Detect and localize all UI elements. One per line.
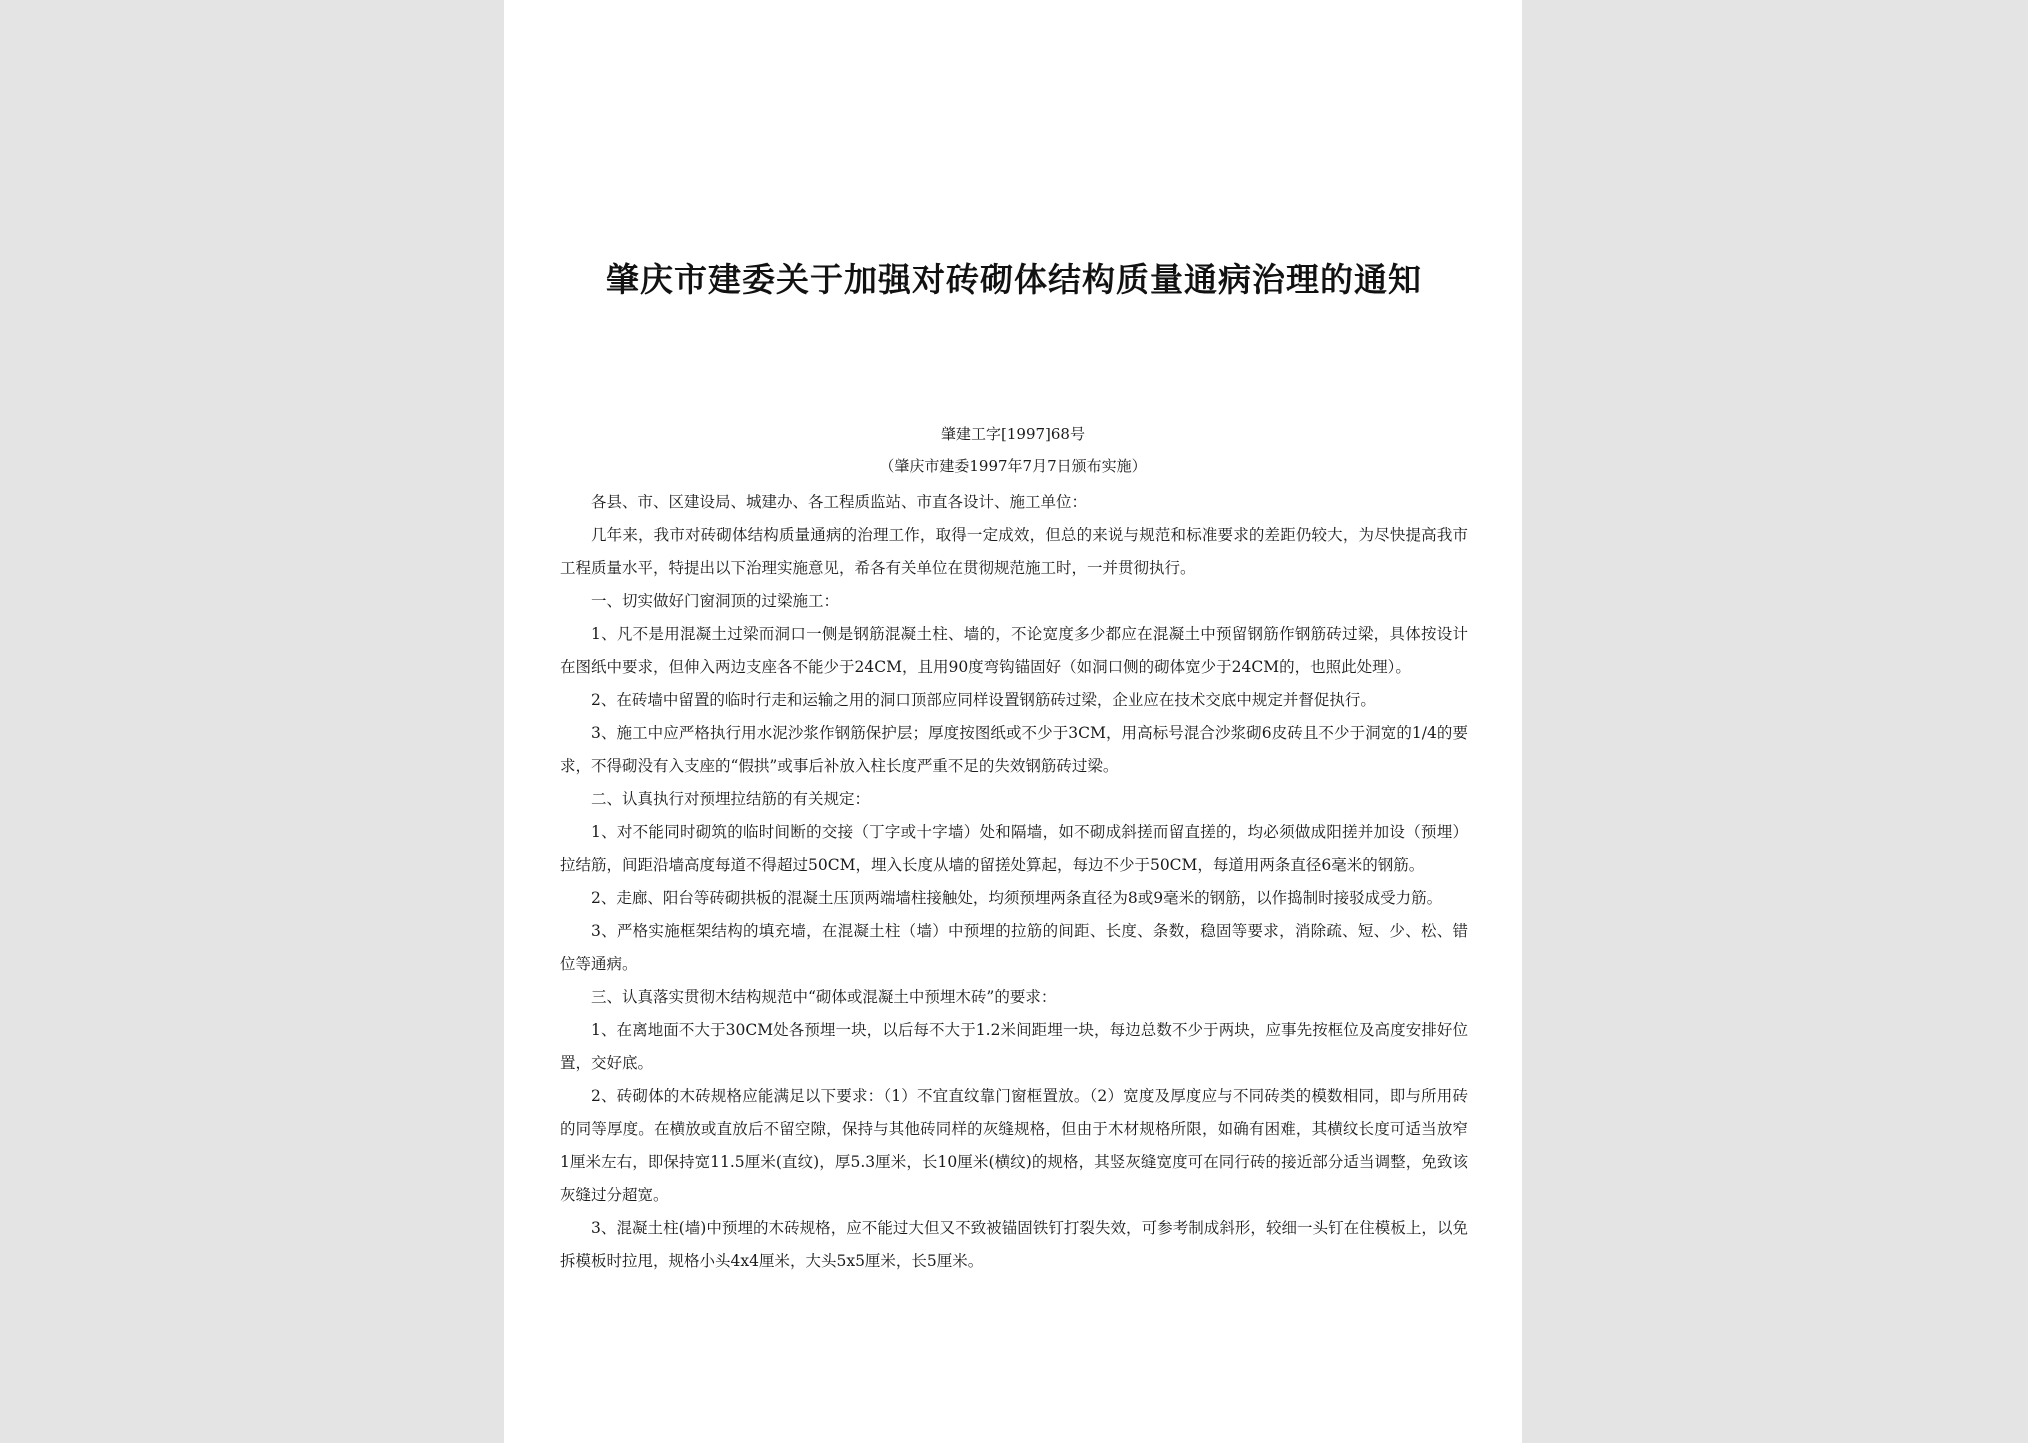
section-2-item-2: 2、走廊、阳台等砖砌拱板的混凝土压顶两端墙柱接触处，均须预埋两条直径为8或9毫米的钢筋，以作捣制时接驳成受力筋。	[591, 889, 1443, 907]
section-1-item-1: 1、凡不是用混凝土过梁而洞口一侧是钢筋混凝土柱、墙的，不论宽度多少都应在混凝土中预留钢筋作钢筋砖过梁，具体按设计在图纸中要求，但伸入两边支座各不能少于24CM，且用90度弯钩锚固好（如洞口侧的砌体宽少于24CM的，也照此处理）。	[560, 625, 1468, 676]
section-2-item-3: 3、严格实施框架结构的填充墙，在混凝土柱（墙）中预埋的拉筋的间距、长度、条数，稳固等要求，消除疏、短、少、松、错位等通病。	[560, 922, 1468, 973]
section-heading-1: 一、切实做好门窗洞顶的过梁施工：	[591, 592, 840, 610]
section-1-item-2: 2、在砖墙中留置的临时行走和运输之用的洞口顶部应同样设置钢筋砖过梁，企业应在技术交底中规定并督促执行。	[591, 691, 1376, 709]
section-heading-3: 三、认真落实贯彻木结构规范中“砌体或混凝土中预埋木砖”的要求：	[591, 988, 1057, 1006]
section-2-item-1: 1、对不能同时砌筑的临时间断的交接（丁字或十字墙）处和隔墙，如不砌成斜搓而留直搓的，均必须做成阳搓并加设（预埋）拉结筋，间距沿墙高度每道不得超过50CM，埋入长度从墙的留搓处算起，每边不少于50CM，每道用两条直径6毫米的钢筋。	[560, 823, 1468, 874]
section-3-item-2: 2、砖砌体的木砖规格应能满足以下要求：（1）不宜直纹靠门窗框置放。（2）宽度及厚度应与不同砖类的模数相同，即与所用砖的同等厚度。在横放或直放后不留空隙，保持与其他砖同样的灰缝规格，但由于木材规格所限，如确有困难，其横纹长度可适当放窄1厘米左右，即保持宽11.5厘米(直纹)，厚5.3厘米，长10厘米(横纹)的规格，其竖灰缝宽度可在同行砖的接近部分适当调整，免致该灰缝过分超宽。	[560, 1087, 1468, 1204]
section-3-item-1: 1、在离地面不大于30CM处各预埋一块，以后每不大于1.2米间距埋一块，每边总数不少于两块，应事先按框位及高度安排好位置，交好底。	[560, 1021, 1468, 1072]
section-1-item-3: 3、施工中应严格执行用水泥沙浆作钢筋保护层；厚度按图纸或不少于3CM，用高标号混合沙浆砌6皮砖且不少于洞宽的1/4的要求，不得砌没有入支座的“假拱”或事后补放入柱长度严重不足的失效钢筋砖过梁。	[560, 724, 1468, 775]
issue-note: （肇庆市建委1997年7月7日颁布实施）	[879, 457, 1147, 475]
document-page	[504, 0, 1522, 1443]
document-number: 肇建工字[1997]68号	[941, 425, 1085, 443]
document-body	[560, 486, 1468, 1278]
salutation: 各县、市、区建设局、城建办、各工程质监站、市直各设计、施工单位：	[591, 493, 1088, 511]
section-heading-2: 二、认真执行对预埋拉结筋的有关规定：	[591, 790, 871, 808]
intro-paragraph: 几年来，我市对砖砌体结构质量通病的治理工作，取得一定成效，但总的来说与规范和标准要求的差距仍较大，为尽快提高我市工程质量水平，特提出以下治理实施意见，希各有关单位在贯彻规范施工时，一并贯彻执行。	[560, 526, 1468, 577]
document-title: 肇庆市建委关于加强对砖砌体结构质量通病治理的通知	[606, 260, 1422, 299]
section-3-item-3: 3、混凝土柱(墙)中预埋的木砖规格，应不能过大但又不致被锚固铁钉打裂失效，可参考制成斜形，较细一头钉在住模板上，以免拆模板时拉甩，规格小头4x4厘米，大头5x5厘米，长5厘米。	[560, 1219, 1468, 1270]
